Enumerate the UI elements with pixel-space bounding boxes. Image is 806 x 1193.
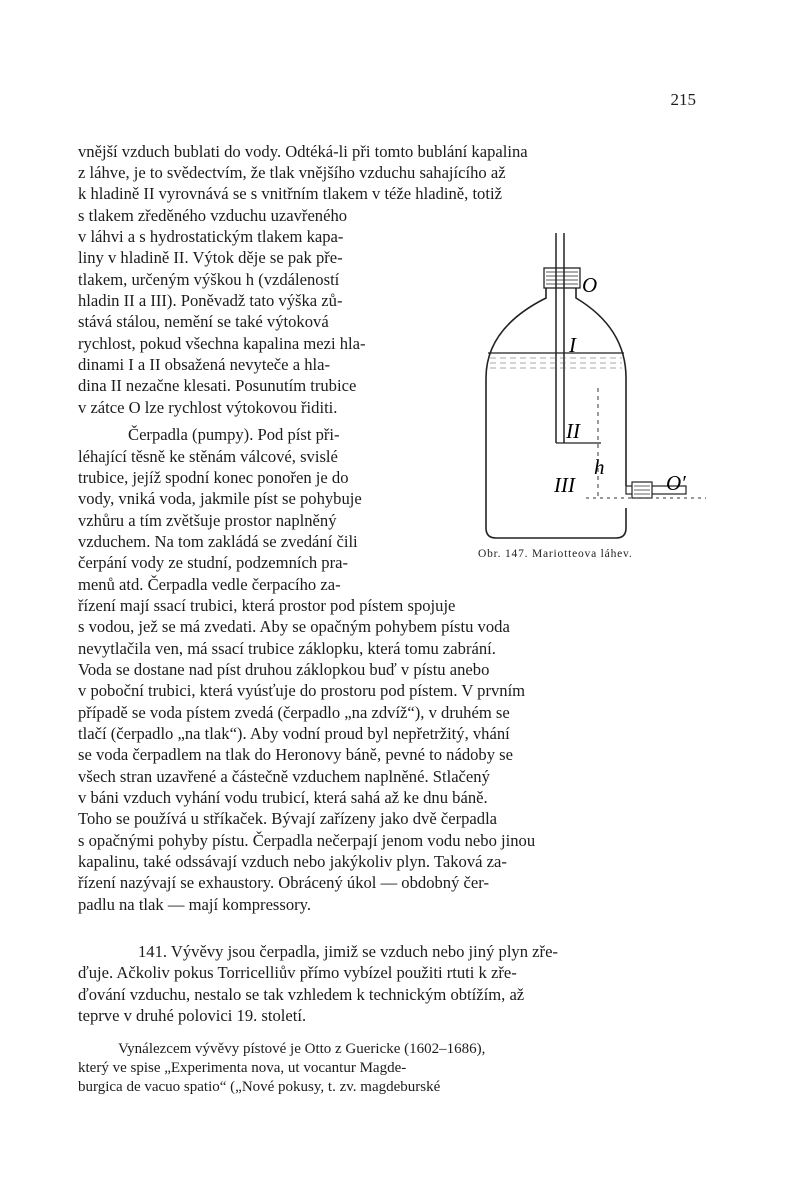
text-line: vnější vzduch bublati do vody. Odtéká-li při tomto bublání kapalina	[78, 142, 528, 161]
text-line: řízení nazývají se exhaustory. Obrácený úkol — obdobný čer-	[78, 873, 489, 892]
text-line: padlu na tlak — mají kompressory.	[78, 895, 312, 914]
figure-caption: Obr. 147. Mariotteova láhev.	[478, 548, 633, 560]
label-O: O	[582, 273, 598, 297]
text-line: s vodou, jež se má zvedati. Aby se opačným pohybem pístu voda	[78, 617, 510, 636]
text-line: stává stálou, nemění se také výtoková	[78, 312, 329, 331]
text-line: menů atd. Čerpadla vedle čerpacího za-	[78, 575, 341, 594]
text-line: se voda čerpadlem na tlak do Heronovy báně, pevné to nádoby se	[78, 745, 513, 764]
text-line: trubice, jejíž spodní konec ponořen je do	[78, 468, 349, 487]
text-line: vzhůru a tím zvětšuje prostor naplněný	[78, 511, 337, 530]
label-II: II	[566, 419, 580, 443]
text-line: řízení mají ssací trubici, která prostor pod pístem spojuje	[78, 596, 456, 615]
small-text-line: burgica de vacuo spatio“ („Nové pokusy, t. zv. magdeburské	[78, 1079, 441, 1095]
text-line: v láhvi a s hydrostatickým tlakem kapa-	[78, 227, 344, 246]
text-line: v poboční trubici, která vyúsťuje do prostoru pod pístem. V prvním	[78, 681, 526, 700]
text-line: Voda se dostane nad píst druhou záklopkou buď v pístu anebo	[78, 660, 490, 679]
text-line: k hladině II vyrovnává se s vnitřním tlakem v téže hladině, totiž	[78, 184, 502, 203]
mariotte-bottle-diagram	[476, 228, 712, 546]
text-line: dina II nezačne klesati. Posunutím trubice	[78, 376, 357, 395]
text-line: kapalinu, také odssávají vzduch nebo jakýkoliv plyn. Taková za-	[78, 852, 507, 871]
text-line: v zátce O lze rychlost výtokovou řiditi.	[78, 398, 338, 417]
text-line: vody, vniká voda, jakmile píst se pohybuje	[78, 489, 362, 508]
section-line: ďování vzduchu, nestalo se tak vzhledem k technickým obtížím, až	[78, 985, 525, 1004]
label-I: I	[569, 333, 576, 357]
text-line: tlačí (čerpadlo „na tlak“). Aby vodní proud byl nepřetržitý, vhání	[78, 724, 510, 743]
label-h: h	[594, 455, 605, 479]
text-line: vzduchem. Na tom zakládá se zvedání čili	[78, 532, 358, 551]
text-line: z láhve, je to svědectvím, že tlak vnějšího vzduchu sahajícího až	[78, 163, 506, 182]
section-line: ďuje. Ačkoliv pokus Torricelliův přímo vybízel použiti rtuti k zře-	[78, 963, 517, 982]
small-text-line: který ve spise „Experimenta nova, ut vocantur Magde-	[78, 1060, 407, 1076]
text-line: Toho se používá u stříkaček. Bývají zařízeny jako dvě čerpadla	[78, 809, 498, 828]
section-line: 141. Vývěvy jsou čerpadla, jimiž se vzduch nebo jiný plyn zře-	[138, 942, 558, 961]
section-line: teprve v druhé polovici 19. století.	[78, 1006, 307, 1025]
stopper	[544, 268, 580, 288]
text-line: Čerpadla (pumpy). Pod píst při-	[128, 425, 340, 444]
text-line: v báni vzduch vyhání vodu trubicí, která sahá až ke dnu báně.	[78, 788, 488, 807]
text-line: liny v hladině II. Výtok děje se pak pře-	[78, 248, 343, 267]
text-line: dinami I a II obsažená nevyteče a hla-	[78, 355, 331, 374]
page-number: 215	[670, 90, 696, 109]
label-O-prime: O′	[666, 471, 686, 495]
text-line: hladin II a III). Poněvadž tato výška zů-	[78, 291, 343, 310]
text-line: rychlost, pokud všechna kapalina mezi hla-	[78, 334, 366, 353]
text-line: všech stran uzavřené a částečně vzduchem naplněné. Stlačený	[78, 767, 490, 786]
label-III: III	[554, 473, 575, 497]
text-line: případě se voda pístem zvedá (čerpadlo „na zdvíž“), v druhém se	[78, 703, 510, 722]
mariotte-bottle-figure	[476, 228, 712, 546]
text-line: s tlakem zředěného vzduchu uzavřeného	[78, 206, 348, 225]
text-line: čerpání vody ze studní, podzemních pra-	[78, 553, 349, 572]
text-line: nevytlačila ven, má ssací trubice záklopku, která tomu zabrání.	[78, 639, 496, 658]
text-line: s opačnými pohyby pístu. Čerpadla nečerpají jenom vodu nebo jinou	[78, 831, 536, 850]
small-text-line: Vynálezcem vývěvy pístové je Otto z Guericke (1602–1686),	[118, 1041, 486, 1057]
text-line: léhající těsně ke stěnám válcové, svislé	[78, 447, 338, 466]
text-line: tlakem, určeným výškou h (vzdáleností	[78, 270, 340, 289]
